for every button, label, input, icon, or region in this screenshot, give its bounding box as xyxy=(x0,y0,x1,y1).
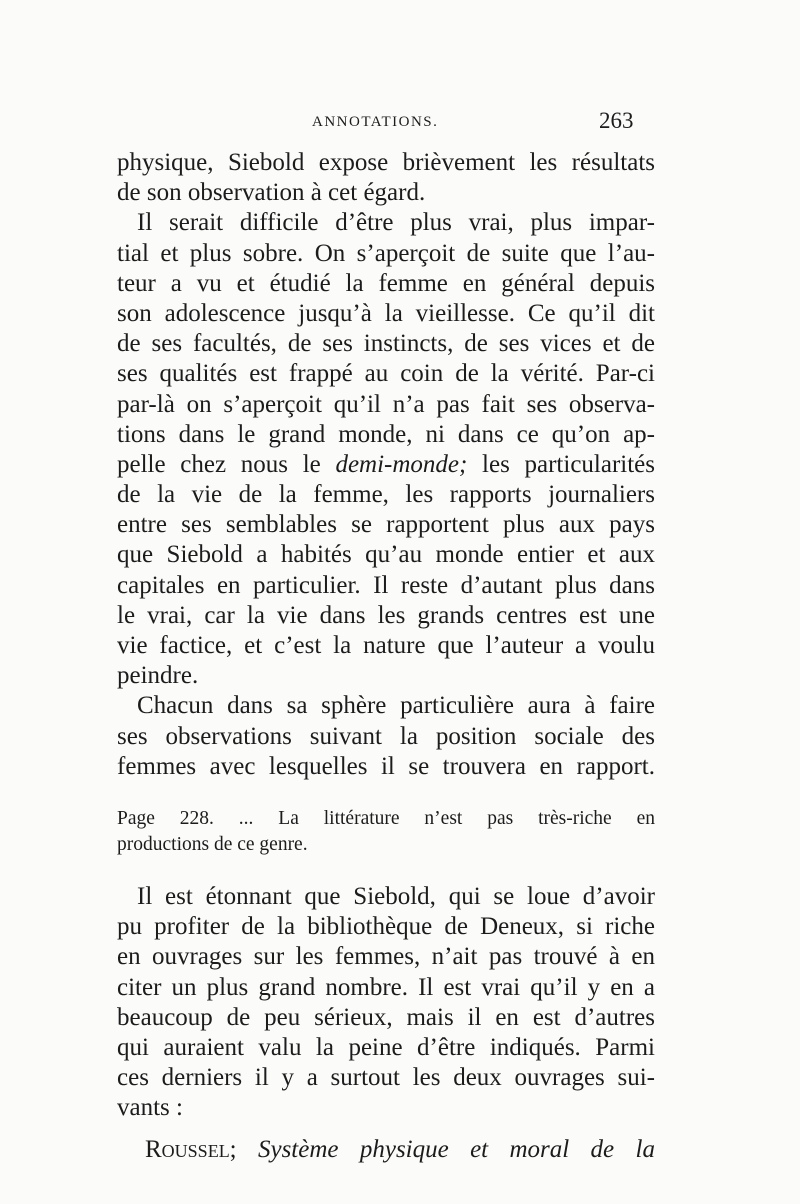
page-reference-note xyxy=(117,806,655,858)
text-line: tions dans le grand monde, ni dans ce qu’on ap- xyxy=(117,420,655,448)
text-line: le vrai, car la vie dans les grands centres est une xyxy=(117,601,655,629)
text-line: pu profiter de la bibliothèque de Deneux, si riche xyxy=(117,913,655,941)
text-line: vants : xyxy=(117,1094,183,1122)
text-segment: les particularités xyxy=(467,450,655,478)
text-line: citer un plus grand nombre. Il est vrai qu’il y en a xyxy=(117,973,655,1001)
running-head xyxy=(0,104,800,134)
text-line: son adolescence jusqu’à la vieillesse. Ce qu’il dit xyxy=(117,299,655,327)
running-title: ANNOTATIONS. xyxy=(312,114,439,130)
text-line: entre ses semblables se rapportent plus aux pays xyxy=(117,511,655,539)
text-line: peindre. xyxy=(117,662,199,690)
text-segment: pelle chez nous le xyxy=(117,450,336,478)
text-line: tial et plus sobre. On s’aperçoit de suite que l’au- xyxy=(117,239,655,267)
text-line: qui auraient valu la peine d’être indiqués. Parmi xyxy=(117,1033,655,1061)
spacer xyxy=(117,858,655,882)
citation-title-word: Système xyxy=(257,1136,339,1164)
text-line: de son observation à cet égard. xyxy=(117,179,426,207)
paragraph-observations xyxy=(117,691,655,782)
text-line: femmes avec lesquelles il se trouvera en rapport. xyxy=(117,752,655,780)
paragraph-assessment xyxy=(117,208,655,691)
text-line: ces derniers il y a surtout les deux ouvrages sui- xyxy=(117,1064,655,1092)
text-line: que Siebold a habités qu’au monde entier et aux xyxy=(117,541,655,569)
paragraph-continuation xyxy=(117,148,655,208)
citation-title-word: physique xyxy=(359,1136,449,1164)
italic-term: demi-monde; xyxy=(335,450,468,478)
citation-title-word: de xyxy=(590,1136,615,1164)
text-line: teur a vu et étudié la femme en général depuis xyxy=(117,269,655,297)
text-line: Chacun dans sa sphère particulière aura à faire xyxy=(137,692,655,720)
text-line: beaucoup de peu sérieux, mais il en est d’autres xyxy=(117,1003,655,1031)
note-line: productions de ce genre. xyxy=(117,833,308,855)
citation-author: Roussel; xyxy=(145,1136,237,1164)
text-line: physique, Siebold expose brièvement les résultats xyxy=(117,149,655,176)
text-line: Il est étonnant que Siebold, qui se loue d’avoir xyxy=(137,882,655,910)
text-line: vie factice, et c’est la nature que l’auteur a voulu xyxy=(117,632,655,659)
reference-citation xyxy=(117,1133,655,1167)
text-line: ses qualités est frappé au coin de la vérité. Par-ci xyxy=(117,360,655,388)
text-line: de la vie de la femme, les rapports journaliers xyxy=(117,481,655,509)
text-line: de ses facultés, de ses instincts, de ses vices et de xyxy=(117,330,655,358)
body-text xyxy=(117,148,655,1167)
text-line: Il serait difficile d’être plus vrai, plus impar- xyxy=(137,209,655,237)
citation-title-word: moral xyxy=(509,1136,570,1164)
page-number: 263 xyxy=(599,108,634,133)
text-line: ses observations suivant la position sociale des xyxy=(117,722,655,750)
citation-title-word: la xyxy=(635,1136,655,1164)
note-line: Page 228. ... La littérature n’est pas très-riche en xyxy=(117,807,655,829)
text-line: capitales en particulier. Il reste d’autant plus dans xyxy=(117,571,655,599)
text-line: en ouvrages sur les femmes, n’ait pas trouvé à en xyxy=(117,943,655,971)
spacer xyxy=(117,782,655,806)
spacer xyxy=(117,1123,655,1133)
text-line: par-là on s’aperçoit qu’il n’a pas fait ses observa- xyxy=(117,390,655,418)
text-line xyxy=(117,450,655,480)
citation-title-word: et xyxy=(470,1136,489,1164)
paragraph-bibliography xyxy=(117,882,655,1124)
